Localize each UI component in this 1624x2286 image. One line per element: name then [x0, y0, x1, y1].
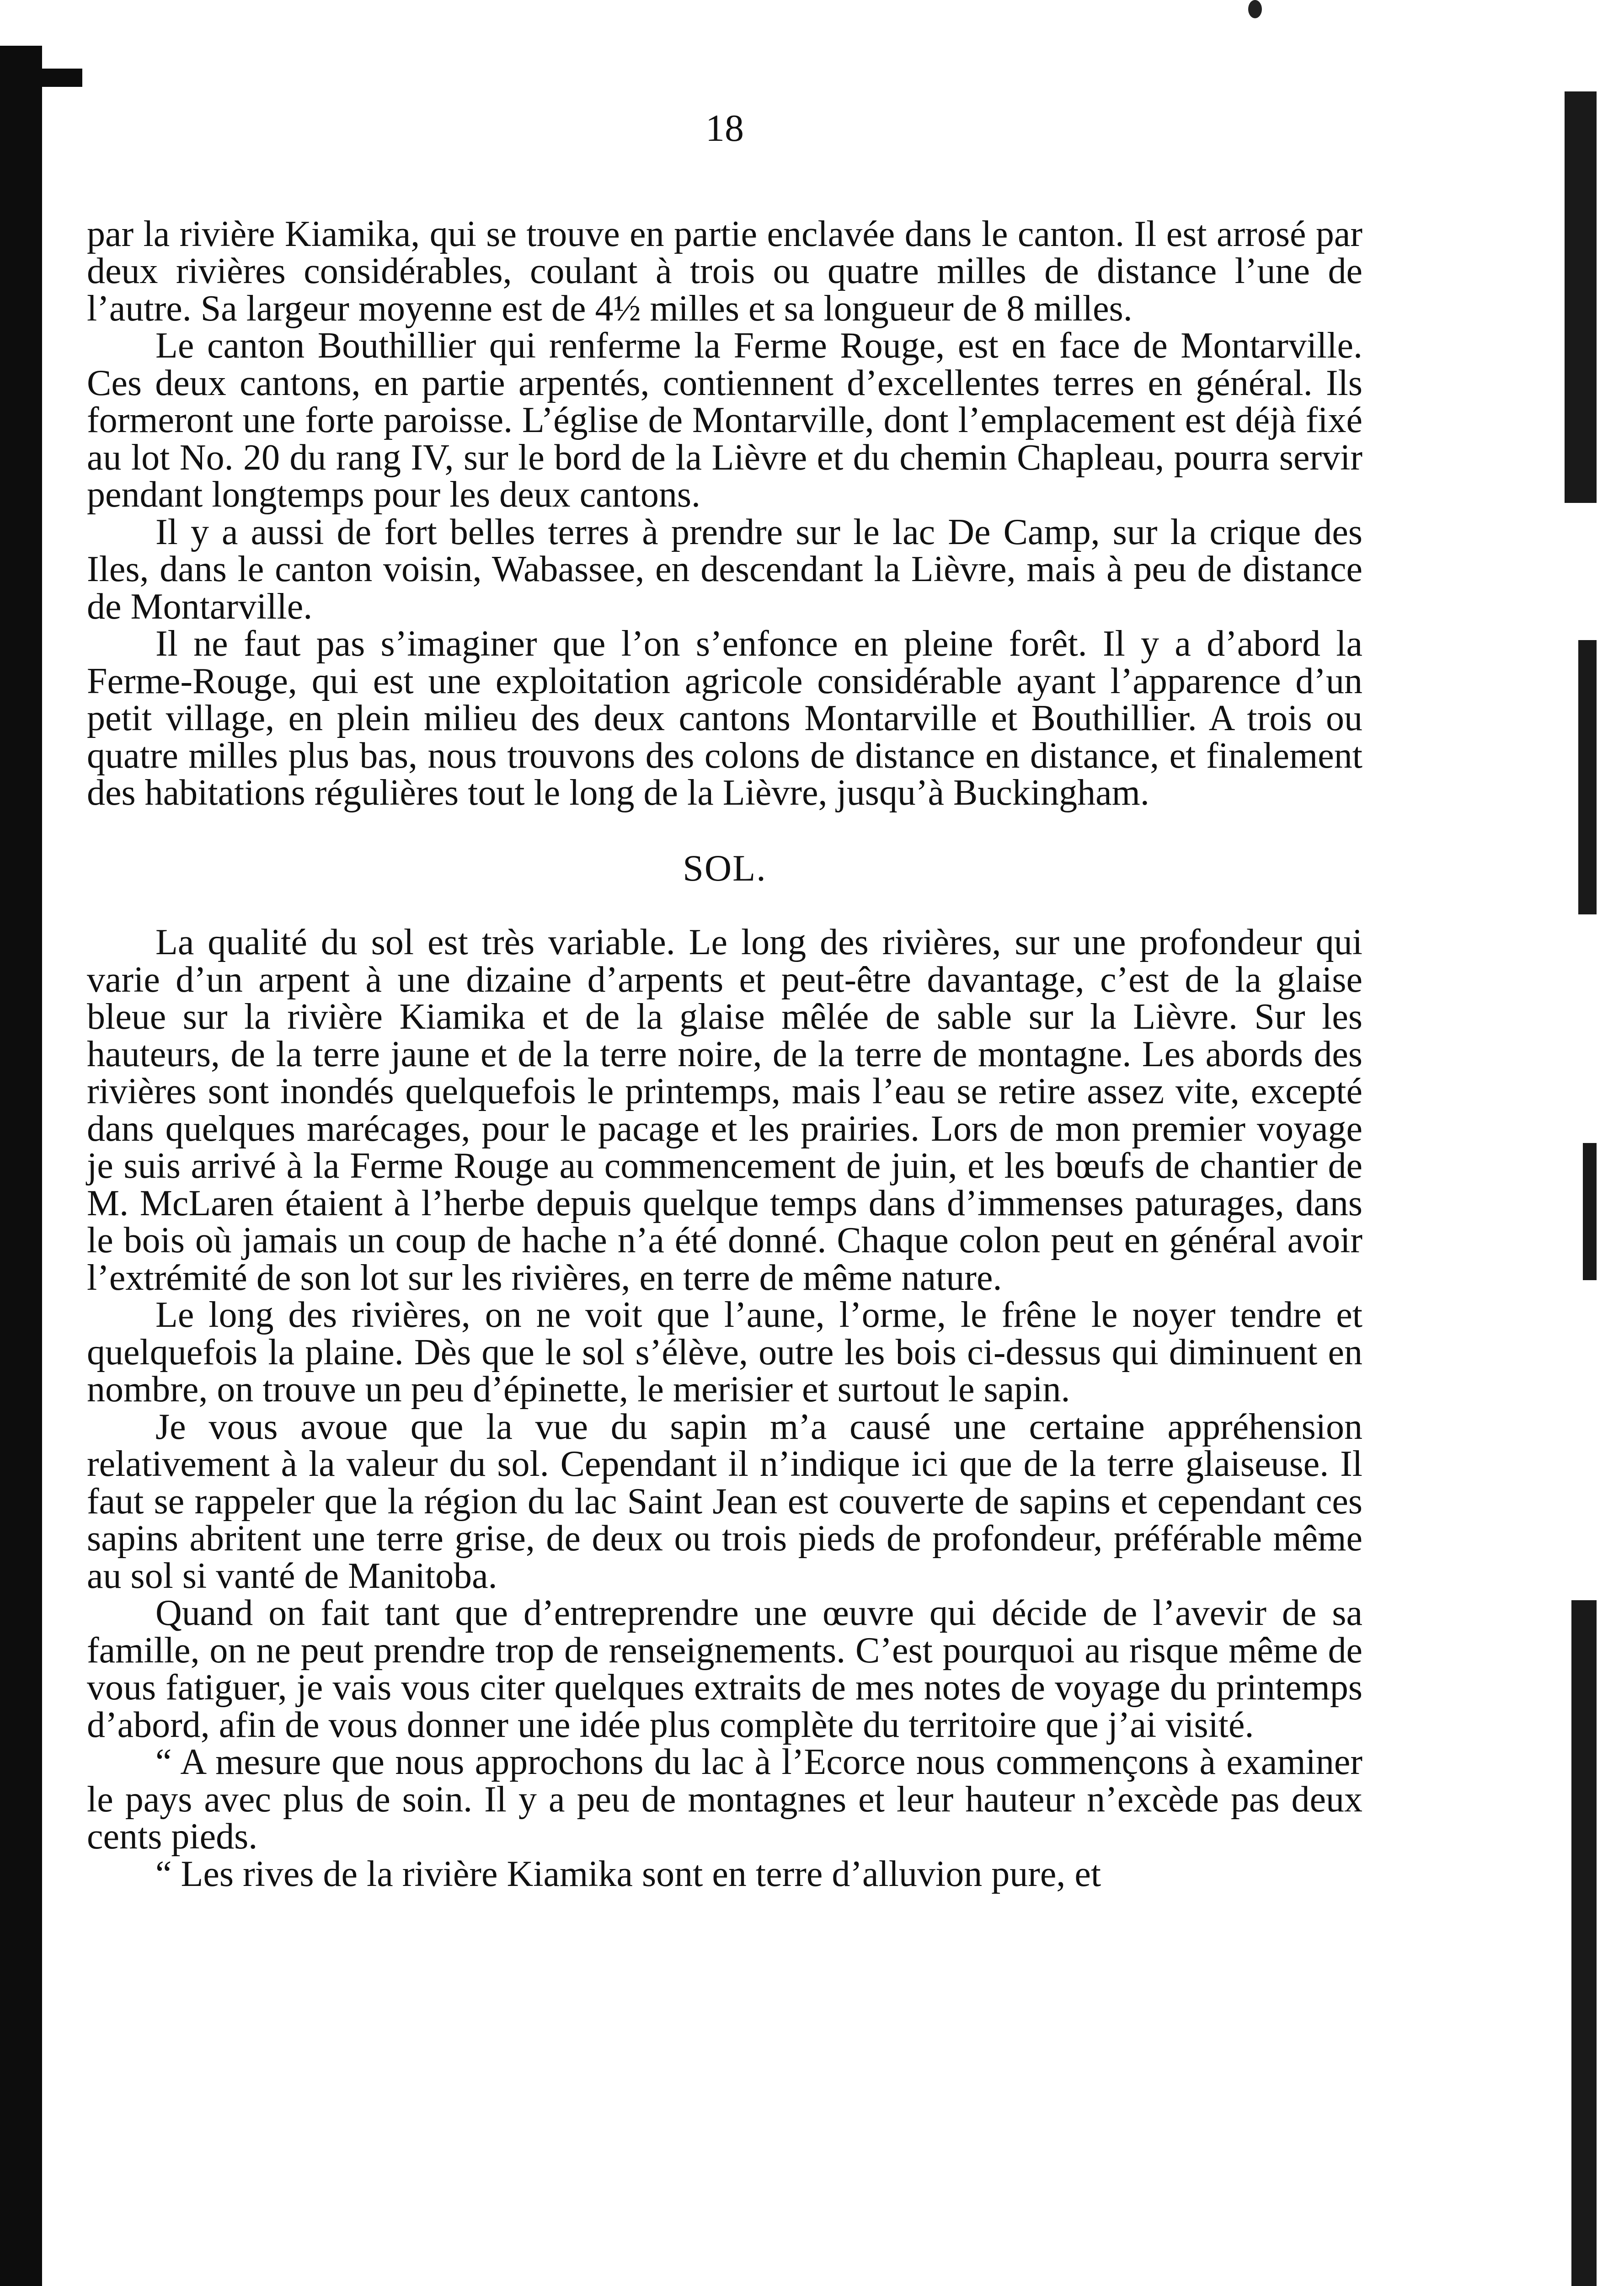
scan-edge-left: [0, 46, 42, 2286]
paragraph: Je vous avoue que la vue du sapin m’a causé une certaine appréhension relativement à la valeur du sol. Cependant il n’indique ici que de la terre glaiseuse. Il faut se rappeler que la région du lac Saint Jean est couverte de sapins et cependant ces sapins abritent une terre grise, de deux ou trois pieds de profondeur, préférable même au sol si vanté de Manitoba.: [87, 1406, 1362, 1596]
scan-edge-right: [1533, 91, 1624, 2286]
paragraph: “ Les rives de la rivière Kiamika sont en terre d’alluvion pure, et: [155, 1853, 1101, 1894]
paragraph: Il y a aussi de fort belles terres à prendre sur le lac De Camp, sur la crique des Iles, dans le canton voisin, Wabassee, en descendant la Lièvre, mais à peu de distance de Montarville.: [87, 512, 1362, 627]
paragraph: “ A mesure que nous approchons du lac à l’Ecorce nous commençons à examiner le pays avec plus de soin. Il y a peu de montagnes et leur hauteur n’excède pas deux cents pieds.: [87, 1742, 1362, 1857]
page-number: 18: [705, 107, 744, 150]
scan-edge-left-top: [0, 69, 82, 87]
paragraphs-after-heading: [87, 924, 1362, 1893]
paragraph: Il ne faut pas s’imaginer que l’on s’enfonce en pleine forêt. Il y a d’abord la Ferme-Rouge, qui est une exploitation agricole considérable ayant l’apparence d’un petit village, en plein milieu des deux cantons Montarville et Bouthillier. A trois ou quatre milles plus bas, nous trouvons des colons de distance en distance, et finalement des habitations régulières tout le long de la Lièvre, jusqu’à Buckingham.: [87, 624, 1362, 813]
paragraphs-before-heading: [87, 216, 1362, 812]
section-heading: SOL.: [683, 847, 767, 889]
paragraph: Quand on fait tant que d’entreprendre une œuvre qui décide de l’avevir de sa famille, on ne peut prendre trop de renseignements. C’est pourquoi au risque même de vous fatiguer, je vais vous citer quelques extraits de mes notes de voyage du printemps d’abord, afin de vous donner une idée plus complète du territoire que j’ai visité.: [87, 1593, 1362, 1745]
paragraph: par la rivière Kiamika, qui se trouve en partie enclavée dans le canton. Il est arrosé par deux rivières considérables, coulant à trois ou quatre milles de distance l’une de l’autre. Sa largeur moyenne est de 4½ milles et sa longueur de 8 milles.: [87, 214, 1362, 329]
paragraph: Le canton Bouthillier qui renferme la Ferme Rouge, est en face de Montarville. Ces deux cantons, en partie arpentés, contiennent d’excellentes terres en général. Ils formeront une forte paroisse. L’église de Montarville, dont l’emplacement est déjà fixé au lot No. 20 du rang IV, sur le bord de la Lièvre et du chemin Chapleau, pourra servir pendant longtemps pour les deux cantons.: [87, 326, 1362, 515]
paragraph: Le long des rivières, on ne voit que l’aune, l’orme, le frêne le noyer tendre et quelquefois la plaine. Dès que le sol s’élève, outre les bois ci-dessus qui diminuent en nombre, on trouve un peu d’épinette, le merisier et surtout le sapin.: [87, 1295, 1362, 1410]
page-text: [87, 107, 1362, 1894]
scan-speck: [1248, 0, 1262, 18]
paragraph: La qualité du sol est très variable. Le long des rivières, sur une profondeur qui varie d’un arpent à une dizaine d’arpents et peut-être davantage, c’est de la glaise bleue sur la rivière Kiamika et de la glaise mêlée de sable sur la Lièvre. Sur les hauteurs, de la terre jaune et de la terre noire, de la terre de montagne. Les abords des rivières sont inondés quelquefois le printemps, mais l’eau se retire assez vite, excepté dans quelques marécages, pour le pacage et les prairies. Lors de mon premier voyage je suis arrivé à la Ferme Rouge au commencement de juin, et les bœufs de chantier de M. McLaren étaient à l’herbe depuis quelque temps dans d’immenses paturages, dans le bois où jamais un coup de hache n’a été donné. Chaque colon peut en général avoir l’extrémité de son lot sur les rivières, en terre de même nature.: [87, 922, 1362, 1298]
